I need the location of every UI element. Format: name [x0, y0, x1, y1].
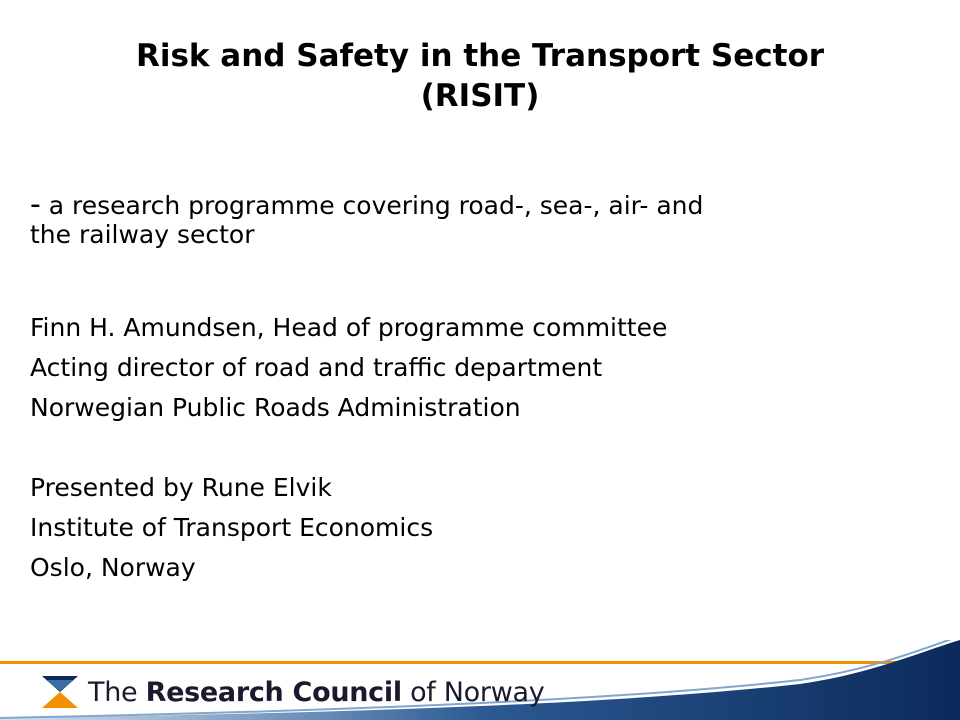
presenter-block — [30, 308, 930, 428]
logo-wordmark: The Research Council of Norway — [88, 676, 545, 708]
presenter-line: Acting director of road and traffic department — [30, 353, 603, 382]
presented-by-block — [30, 468, 930, 588]
subtitle-line-1: a research programme covering road-, sea-, air- and — [40, 191, 704, 220]
subtitle-dash: - — [30, 187, 41, 222]
presented-line: Presented by Rune Elvik — [30, 473, 332, 502]
presenter-line: Norwegian Public Roads Administration — [30, 393, 521, 422]
slide-title — [0, 36, 960, 116]
hourglass-logo-icon — [40, 674, 80, 710]
subtitle — [30, 187, 930, 249]
orange-rule — [0, 661, 960, 664]
presented-line: Oslo, Norway — [30, 553, 196, 582]
presented-line: Institute of Transport Economics — [30, 513, 434, 542]
presenter-line: Finn H. Amundsen, Head of programme committee — [30, 313, 668, 342]
research-council-logo — [40, 670, 544, 714]
title-line-2: (RISIT) — [420, 78, 540, 114]
subtitle-line-2: the railway sector — [30, 220, 255, 249]
title-line-1: Risk and Safety in the Transport Sector — [135, 38, 825, 74]
